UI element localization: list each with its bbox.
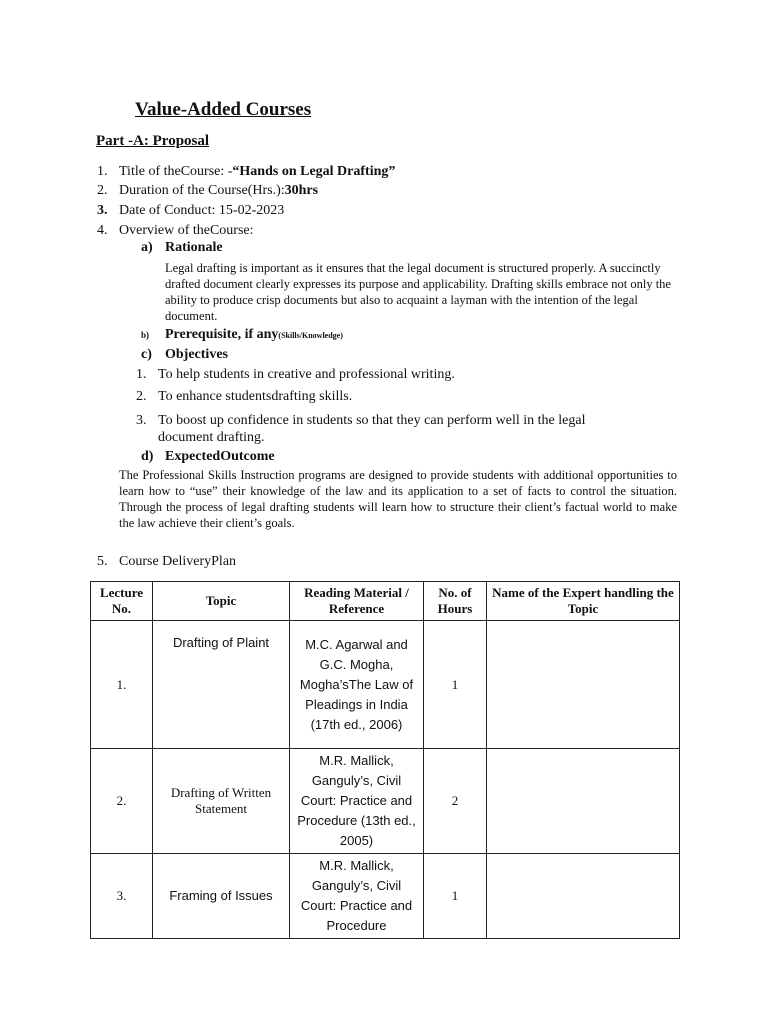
outcome-heading xyxy=(141,449,275,465)
table-row xyxy=(91,749,680,854)
cell-topic: Framing of Issues xyxy=(153,854,290,939)
header-expert: Name of the Expert handling the Topic xyxy=(487,582,680,621)
cell-reference: M.R. Mallick, Ganguly’s, Civil Court: Practice and Procedure xyxy=(290,854,424,939)
table-row xyxy=(91,621,680,749)
header-reading-material: Reading Material / Reference xyxy=(290,582,424,621)
item-number: 4. xyxy=(97,223,108,238)
item-overview xyxy=(97,223,254,239)
cell-lecture-no: 3. xyxy=(91,854,153,939)
item-label: Course DeliveryPlan xyxy=(119,554,237,569)
sub-title: Rationale xyxy=(165,240,223,255)
table-row xyxy=(91,854,680,939)
item-course-title xyxy=(97,164,395,180)
cell-topic: Drafting of Plaint xyxy=(153,621,290,749)
sub-letter: a) xyxy=(141,240,153,255)
objective-item xyxy=(136,389,352,405)
sub-title: Prerequisite, if any xyxy=(165,327,279,342)
objective-item xyxy=(136,367,455,383)
objective-item xyxy=(136,412,636,446)
item-number: 2. xyxy=(97,183,108,198)
delivery-plan-table xyxy=(90,581,680,939)
item-label: Date of Conduct: 15-02-2023 xyxy=(119,203,285,218)
rationale-text: Legal drafting is important as it ensures that the legal document is structured properly. A succinctly drafted document clearly expresses its purpose and applicability. Drafting skills embrace not only the ability to produce crisp documents but also to acquaint a layman with the intention of the legal document. xyxy=(165,261,671,323)
cell-hours: 1 xyxy=(424,854,487,939)
header-hours: No. of Hours xyxy=(424,582,487,621)
item-date xyxy=(97,203,284,219)
prerequisite-heading xyxy=(141,327,343,343)
sub-title: Objectives xyxy=(165,347,228,362)
cell-reference: M.C. Agarwal and G.C. Mogha, Mogha’sThe Law of Pleadings in India (17th ed., 2006) xyxy=(290,621,424,749)
objectives-heading xyxy=(141,347,228,363)
cell-lecture-no: 1. xyxy=(91,621,153,749)
item-label: Title of theCourse: - xyxy=(119,164,233,179)
section-heading: Part -A: Proposal xyxy=(96,133,210,149)
item-number: 3. xyxy=(97,203,108,218)
objective-number: 2. xyxy=(136,389,147,404)
cell-expert xyxy=(487,621,680,749)
cell-lecture-no: 2. xyxy=(91,749,153,854)
rationale-heading xyxy=(141,240,223,256)
objective-number: 1. xyxy=(136,367,147,382)
duration-value: 30hrs xyxy=(284,183,319,198)
delivery-plan-heading xyxy=(97,554,236,570)
item-label: Duration of the Course(Hrs.): xyxy=(119,183,285,198)
cell-expert xyxy=(487,749,680,854)
table-header-row xyxy=(91,582,680,621)
prerequisite-note: (Skills/Knowledge) xyxy=(278,331,343,340)
objective-text: To help students in creative and professional writing. xyxy=(158,367,455,382)
item-duration xyxy=(97,183,318,199)
objective-text: To boost up confidence in students so that they can perform well in the legal document drafting. xyxy=(158,413,586,445)
header-topic: Topic xyxy=(153,582,290,621)
item-label: Overview of theCourse: xyxy=(119,223,254,238)
objective-number: 3. xyxy=(136,413,147,428)
objective-text: To enhance studentsdrafting skills. xyxy=(158,389,353,404)
item-number: 1. xyxy=(97,164,108,179)
header-lecture-no: Lecture No. xyxy=(91,582,153,621)
cell-hours: 2 xyxy=(424,749,487,854)
cell-expert xyxy=(487,854,680,939)
sub-letter: d) xyxy=(141,449,154,464)
cell-topic: Drafting of Written Statement xyxy=(153,749,290,854)
course-name: “Hands on Legal Drafting” xyxy=(232,164,396,179)
sub-title: ExpectedOutcome xyxy=(165,449,275,464)
page-title: Value-Added Courses xyxy=(135,99,312,120)
outcome-text: The Professional Skills Instruction programs are designed to provide students with additional opportunities to learn how to “use” their knowledge of the law and its application to a set of facts to control the situation. Through the process of legal drafting students will learn how to structure their client’s factual world to make the law achieve their client’s goals. xyxy=(119,468,677,530)
sub-letter: c) xyxy=(141,347,152,362)
cell-hours: 1 xyxy=(424,621,487,749)
sub-letter: b) xyxy=(141,330,150,340)
item-number: 5. xyxy=(97,554,108,569)
cell-reference: M.R. Mallick, Ganguly’s, Civil Court: Practice and Procedure (13th ed., 2005) xyxy=(290,749,424,854)
